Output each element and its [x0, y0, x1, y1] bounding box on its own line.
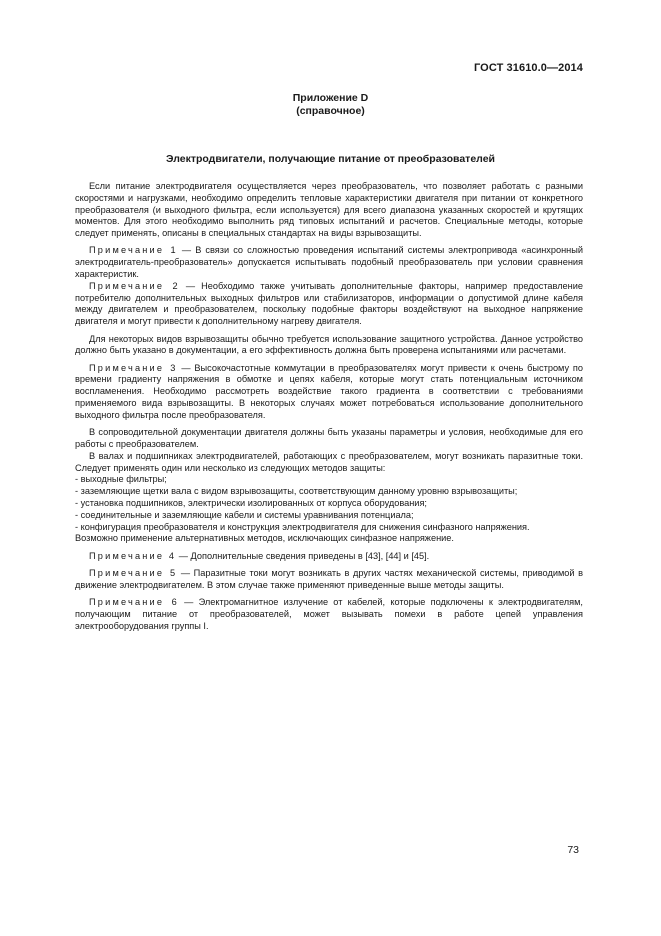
note-2-text: — Необходимо также учитывать дополнительные факторы, например предоставление потребителю дополнительных выходных фильтров или стабилизаторов, информации о допустимой длине кабеля между двигателем и преобразователем, поскольку подобные факторы воздействуют на выходное напряжение двигателя и могут привести к дополнительному нагреву двигателя. — [75, 280, 583, 327]
note-4 — [75, 551, 583, 563]
body-text — [75, 181, 583, 638]
paragraph-intro: Если питание электродвигателя осуществляется через преобразователь, что позволяет работать с разными скоростями и нагрузками, необходимо определить тепловые характеристики двигателя при питании от конкретного преобразователя (и выходного фильтра, если используется) для всего диапазона указанных скоростей и крутящих моментов. Для этого необходимо выполнить ряд типовых испытаний и расчетов. Специальные методы, которые следует применять, описаны в специальных стандартах на виды взрывозащиты. — [75, 181, 583, 239]
note-4-label: Примечание 4 — [89, 550, 177, 561]
note-1 — [75, 245, 583, 280]
note-2-label: Примечание 2 — [89, 280, 180, 291]
list-item: - соединительные и заземляющие кабели и системы уравнивания потенциала; — [75, 509, 414, 520]
appendix-subtitle: (справочное) — [296, 105, 365, 117]
note-6 — [75, 597, 583, 632]
note-5 — [75, 568, 583, 592]
note-3-text: — Высокочастотные коммутации в преобразователях могут привести к очень быстрому по времени градиенту напряжения в обмотке и цепях кабеля, которые могут стать потенциальным источником воспламенения. Необходимо рассмотреть воздействие такого градиента в соответствии с требованиями применяемого вида взрывозащиты. В некоторых случаях может потребоваться использование дополнительного выходного фильтра после преобразователя. — [75, 362, 583, 420]
appendix-heading — [0, 92, 661, 118]
list-item: - установка подшипников, электрически изолированных от корпуса оборудования; — [75, 497, 427, 508]
paragraph-alternatives: Возможно применение альтернативных методов, исключающих синфазное напряжение. — [75, 533, 454, 544]
paragraph-protection-device: Для некоторых видов взрывозащиты обычно требуется использование защитного устройства. Данное устройство должно быть указано в документации, а его эффективность должна быть проверена испытаниями или расчетами. — [75, 333, 583, 356]
list-item: - заземляющие щетки вала с видом взрывозащиты, соответствующим данному уровню взрывозащиты; — [75, 486, 518, 497]
protection-methods-list — [75, 474, 583, 533]
paragraph-bearings: В валах и подшипниках электродвигателей, работающих с преобразователем, могут возникать паразитные токи. Следует применять один или несколько из следующих методов защиты: — [75, 450, 583, 473]
note-3 — [75, 363, 583, 422]
note-1-text: — В связи со сложностью проведения испытаний системы электропривода «асинхронный электродвигатель-преобразователь» допускается испытывать подобный преобразователь при условии сравнения характеристик. — [75, 245, 583, 280]
note-5-text: — Паразитные токи могут возникать в других частях механической системы, приводимой в движение электродвигателем. В этом случае также применяют приведенные выше методы защиты. — [75, 567, 583, 590]
standard-code: ГОСТ 31610.0—2014 — [473, 62, 583, 74]
list-item: - конфигурация преобразователя и конструкция электродвигателя для снижения синфазного напряжения. — [75, 521, 530, 532]
note-2 — [75, 281, 583, 328]
note-6-text: — Электромагнитное излучение от кабелей, которые подключены к электродвигателям, получающим питание от преобразователей, может вызывать помехи в работе цепей управления электрооборудования группы I. — [75, 597, 583, 631]
page-number: 73 — [567, 844, 579, 856]
note-6-label: Примечание 6 — [89, 597, 179, 607]
appendix-title: Приложение D — [292, 92, 369, 104]
section-title: Электродвигатели, получающие питание от преобразователей — [166, 153, 495, 165]
note-4-text: — Дополнительные сведения приведены в [43], [44] и [45]. — [176, 550, 430, 561]
note-1-label: Примечание 1 — [89, 245, 178, 256]
note-5-label: Примечание 5 — [89, 567, 178, 578]
list-item: - выходные фильтры; — [75, 474, 167, 485]
note-3-label: Примечание 3 — [89, 362, 178, 373]
paragraph-documentation: В сопроводительной документации двигателя должны быть указаны параметры и условия, необходимые для его работы с преобразователем. — [75, 427, 583, 449]
